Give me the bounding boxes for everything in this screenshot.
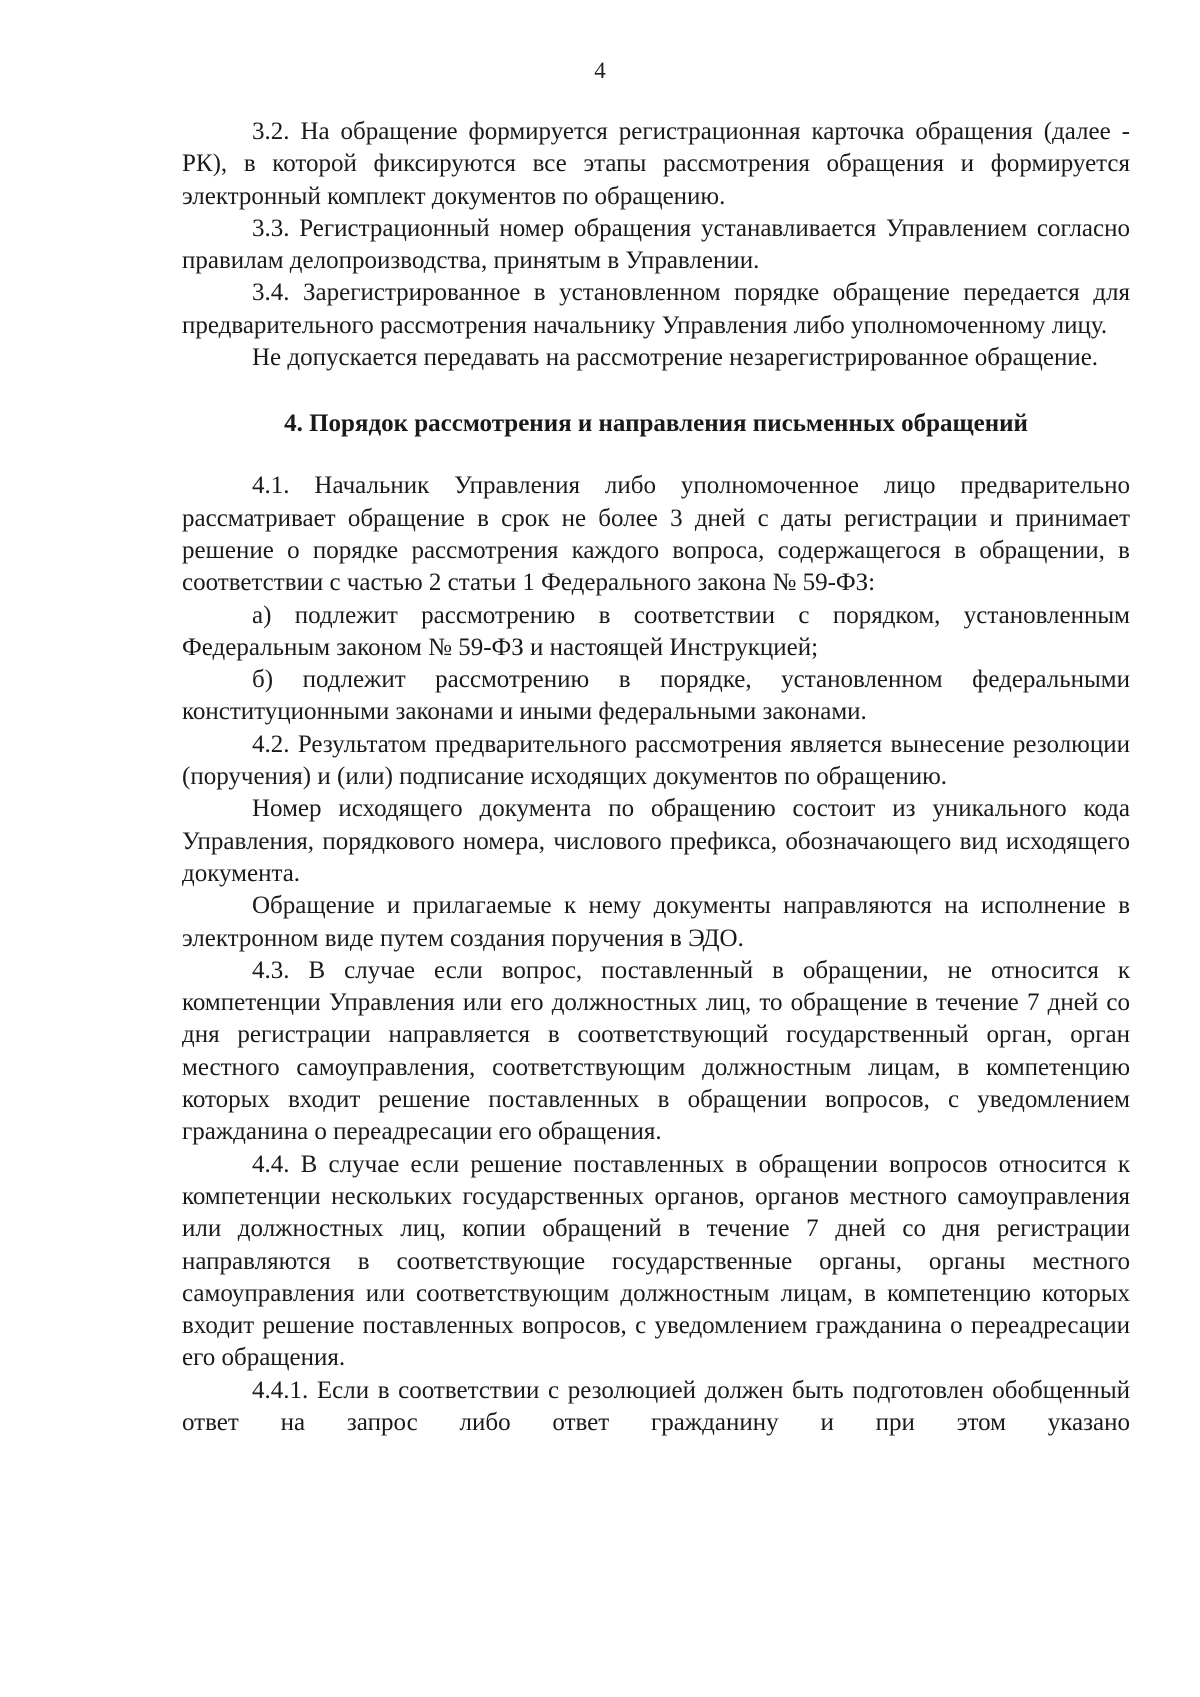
paragraph-4-3: 4.3. В случае если вопрос, поставленный в обращении, не относится к компетенции Управления или его должностных лиц, то обращение в течение 7 дней со дня регистрации направляется в соответствующий государственный орган, орган местного самоуправления, соответствующим должностным лицам, в компетенцию которых входит решение поставленных в обращении вопросов, с уведомлением гражданина о переадресации его обращения. [182,956,1130,1146]
paragraph-3-3: 3.3. Регистрационный номер обращения устанавливается Управлением согласно правилам делопроизводства, принятым в Управлении. [182,214,1130,275]
document-body [182,116,1130,1439]
paragraph-3-4: 3.4. Зарегистрированное в установленном порядке обращение передается для предварительного рассмотрения начальнику Управления либо уполномоченному лицу. [182,279,1130,339]
paragraph-3-2: 3.2. На обращение формируется регистрационная карточка обращения (далее - РК), в которой фиксируются все этапы рассмотрения обращения и формируется электронный комплект документов по обращению. [182,118,1130,210]
paragraph-4-4: 4.4. В случае если решение поставленных в обращении вопросов относится к компетенции нескольких государственных органов, органов местного самоуправления или должностных лиц, копии обращений в течение 7 дней со дня регистрации направляются в соответствующие государственные органы, органы местного самоуправления или соответствующим должностным лицам, в компетенцию которых входит решение поставленных вопросов, с уведомлением гражданина о переадресации его обращения. [182,1150,1130,1372]
paragraph-4-4-1: 4.4.1. Если в соответствии с резолюцией должен быть подготовлен обобщенный ответ на запрос либо ответ гражданину и при этом указано [182,1376,1130,1436]
paragraph-unregistered-note: Не допускается передавать на рассмотрение незарегистрированное обращение. [252,344,1099,372]
paragraph-4-1: 4.1. Начальник Управления либо уполномоченное лицо предварительно рассматривает обращение в срок не более 3 дней с даты регистрации и принимает решение о порядке рассмотрения каждого вопроса, содержащегося в обращении, в соответствии с частью 2 статьи 1 Федерального закона № 59-ФЗ: [182,472,1130,597]
section-4-heading: 4. Порядок рассмотрения и направления письменных обращений [284,410,1028,438]
page-number: 4 [594,58,606,83]
paragraph-4-1-b: б) подлежит рассмотрению в порядке, установленном федеральными конституционными законами и иными федеральными законами. [182,666,1130,726]
paragraph-edo-execution: Обращение и прилагаемые к нему документы направляются на исполнение в электронном виде путем создания поручения в ЭДО. [182,892,1130,952]
paragraph-4-1-a: а) подлежит рассмотрению в соответствии с порядком, установленным Федеральным законом № 59-ФЗ и настоящей Инструкцией; [182,601,1130,661]
paragraph-4-2: 4.2. Результатом предварительного рассмотрения является вынесение резолюции (поручения) и (или) подписание исходящих документов по обращению. [182,730,1130,791]
paragraph-outgoing-number: Номер исходящего документа по обращению состоит из уникального кода Управления, порядкового номера, числового префикса, обозначающего вид исходящего документа. [182,795,1130,887]
